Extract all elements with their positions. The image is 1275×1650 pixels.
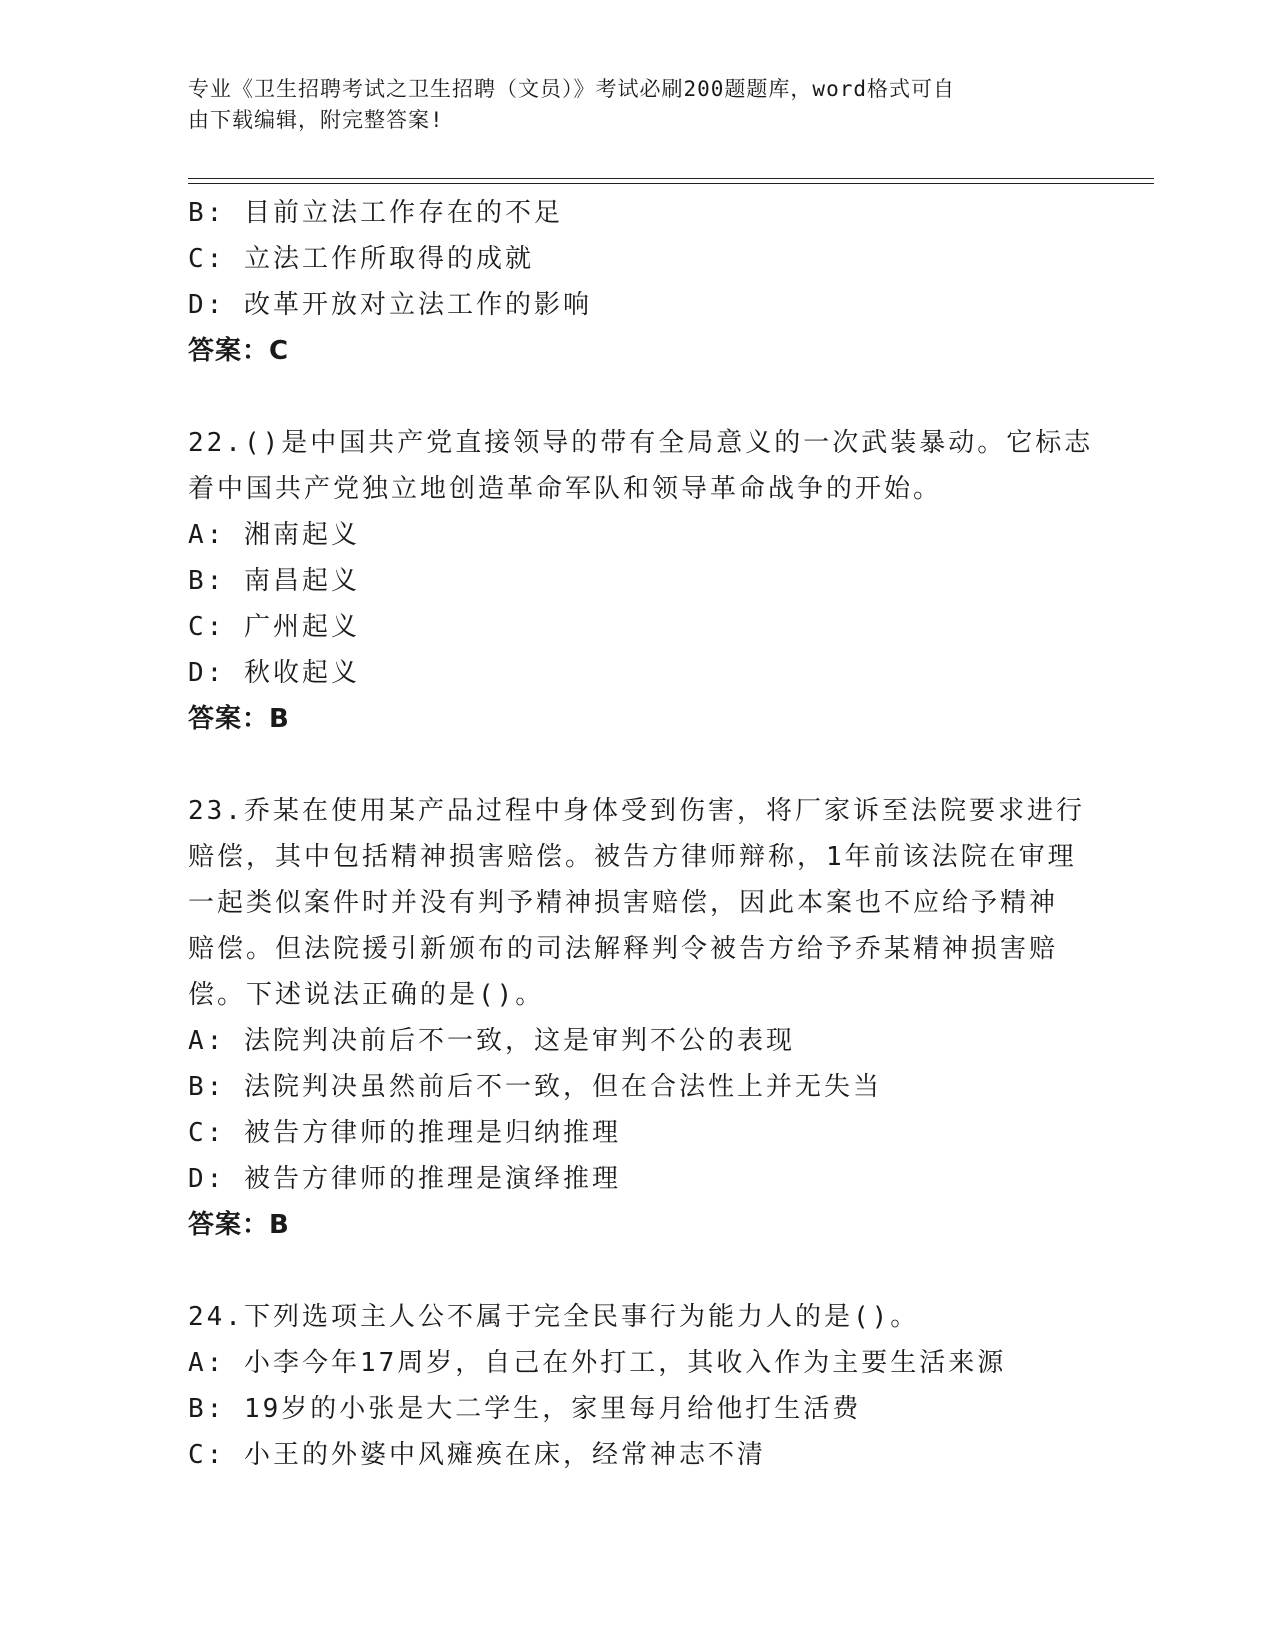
question-21-tail	[188, 190, 1088, 374]
option-d: D: 改革开放对立法工作的影响	[188, 290, 592, 320]
answer-line: 答案：C	[188, 336, 290, 366]
option-a: A: 法院判决前后不一致，这是审判不公的表现	[188, 1026, 795, 1056]
question-stem-line: 偿。下述说法正确的是()。	[188, 980, 545, 1010]
question-24	[188, 1294, 1088, 1478]
option-c: C: 广州起义	[188, 612, 360, 642]
spacer	[188, 1248, 1088, 1294]
question-stem-line: 赔偿。但法院援引新颁布的司法解释判令被告方给予乔某精神损害赔	[188, 934, 1059, 964]
question-stem-line: 24.下列选项主人公不属于完全民事行为能力人的是()。	[188, 1302, 920, 1332]
header-divider-bottom	[188, 183, 1154, 184]
question-23	[188, 788, 1088, 1248]
option-d: D: 秋收起义	[188, 658, 360, 688]
option-c: C: 小王的外婆中风瘫痪在床，经常神志不清	[188, 1440, 766, 1470]
question-stem-line: 一起类似案件时并没有判予精神损害赔偿，因此本案也不应给予精神	[188, 888, 1059, 918]
header-divider-top	[188, 178, 1154, 179]
spacer	[188, 374, 1088, 420]
option-c: C: 立法工作所取得的成就	[188, 244, 534, 274]
answer-line: 答案：B	[188, 704, 290, 734]
question-22	[188, 420, 1094, 742]
option-a: A: 湘南起义	[188, 520, 360, 550]
option-d: D: 被告方律师的推理是演绎推理	[188, 1164, 621, 1194]
document-body	[188, 190, 1094, 1478]
option-b: B: 南昌起义	[188, 566, 360, 596]
header-line-2: 由下载编辑，附完整答案!	[188, 108, 444, 132]
header-line-1: 专业《卫生招聘考试之卫生招聘（文员）》考试必刷200题题库，word格式可自	[188, 77, 955, 101]
option-b: B: 法院判决虽然前后不一致，但在合法性上并无失当	[188, 1072, 882, 1102]
question-stem-line: 赔偿，其中包括精神损害赔偿。被告方律师辩称，1年前该法院在审理	[188, 842, 1077, 872]
answer-line: 答案：B	[188, 1210, 290, 1240]
option-a: A: 小李今年17周岁，自己在外打工，其收入作为主要生活来源	[188, 1348, 1007, 1378]
question-stem-line: 着中国共产党独立地创造革命军队和领导革命战争的开始。	[188, 474, 943, 504]
document-header	[188, 74, 1088, 136]
option-c: C: 被告方律师的推理是归纳推理	[188, 1118, 621, 1148]
option-b: B: 19岁的小张是大二学生，家里每月给他打生活费	[188, 1394, 862, 1424]
question-stem-line: 22.()是中国共产党直接领导的带有全局意义的一次武装暴动。它标志	[188, 428, 1094, 458]
question-stem-line: 23.乔某在使用某产品过程中身体受到伤害，将厂家诉至法院要求进行	[188, 796, 1085, 826]
spacer	[188, 742, 1088, 788]
option-b: B: 目前立法工作存在的不足	[188, 198, 563, 228]
